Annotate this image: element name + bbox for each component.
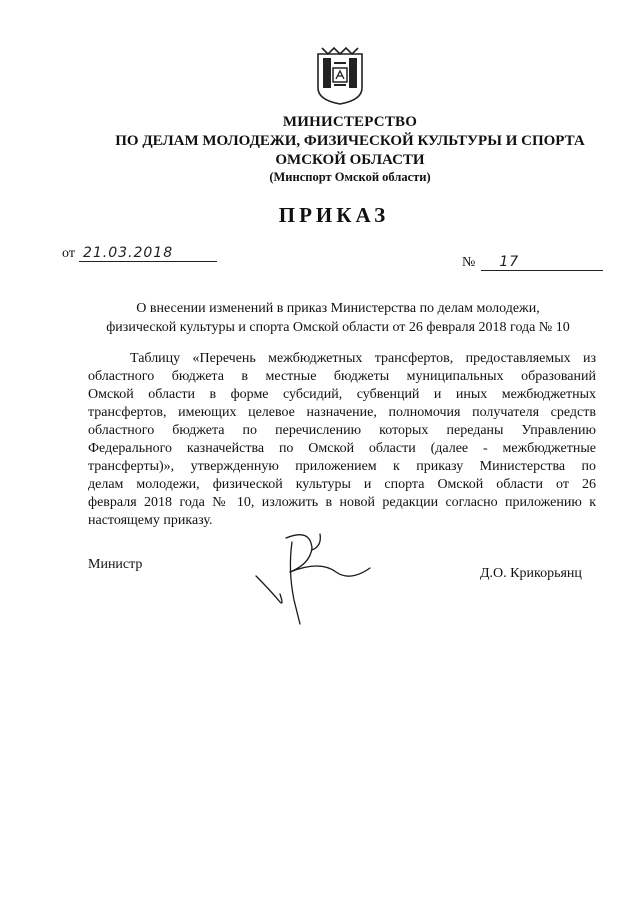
body-line: февраля 2018 года № 10, изложить в новой редакции согласно приложению к — [88, 495, 596, 510]
subject-line: О внесении изменений в приказ Министерства по делам молодежи, — [136, 301, 540, 316]
number-value: 17 — [499, 254, 520, 270]
body-line: настоящему приказу. — [88, 513, 213, 528]
date-value: 21.03.2018 — [82, 245, 174, 261]
signer-role: Министр — [88, 557, 143, 572]
date-prefix: от — [62, 246, 75, 261]
body-line: областного бюджета в местные бюджеты муниципальных образований — [88, 369, 596, 384]
handwritten-signature — [250, 520, 380, 628]
document-type: ПРИКАЗ — [278, 203, 390, 227]
number-line — [481, 253, 603, 271]
order-subject — [88, 299, 588, 337]
body-line: Таблицу «Перечень межбюджетных трансфертов, предоставляемых из — [130, 351, 596, 366]
ministry-department: ПО ДЕЛАМ МОЛОДЕЖИ, ФИЗИЧЕСКОЙ КУЛЬТУРЫ И СПОРТА — [115, 133, 585, 149]
body-line: трансфертов, имеющих целевое назначение, полномочия получателя средств — [88, 405, 596, 420]
body-line: трансферты)», утвержденную приложением к приказу Министерства по — [88, 459, 596, 474]
body-line: Омской области в форме субсидий, субвенций и иных межбюджетных — [88, 387, 596, 402]
subject-line: физической культуры и спорта Омской области от 26 февраля 2018 года № 10 — [106, 320, 570, 335]
ministry-short-name: (Минспорт Омской области) — [269, 170, 431, 184]
body-line: областного бюджета по перечислению которых переданы Управлению — [88, 423, 596, 438]
ministry-title: МИНИСТЕРСТВО — [282, 114, 418, 130]
signer-name: Д.О. Крикорьянц — [480, 566, 582, 581]
order-date — [62, 244, 217, 262]
date-line — [79, 244, 217, 262]
ministry-region: ОМСКОЙ ОБЛАСТИ — [275, 152, 425, 168]
body-line: Федерального казначейства по Омской области (далее - межбюджетные — [88, 441, 596, 456]
number-prefix: № — [462, 255, 476, 270]
omsk-coat-of-arms-icon — [314, 44, 366, 106]
order-body — [88, 350, 596, 530]
body-line: делам молодежи, физической культуры и спорта Омской области от 26 — [88, 477, 596, 492]
order-number — [462, 253, 603, 271]
